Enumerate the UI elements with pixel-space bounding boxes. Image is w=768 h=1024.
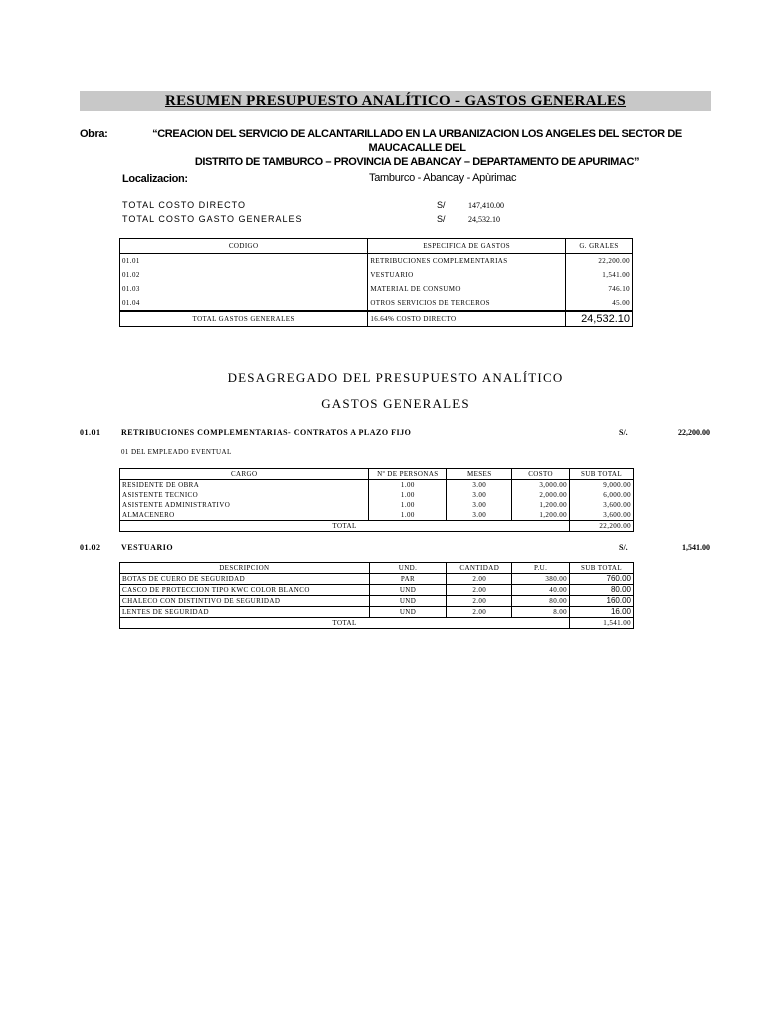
desagregado-title: DESAGREGADO DEL PRESUPUESTO ANALÍTICO (227, 370, 564, 385)
descripcion-cell: LENTES DE SEGURIDAD (120, 607, 370, 618)
cantidad-cell: 2.00 (447, 574, 512, 585)
subtotal-cell: 3,600.00 (603, 501, 631, 509)
cantidad-cell: 2.00 (447, 596, 512, 607)
section1-header-personas: Nº DE PERSONAS (369, 469, 447, 480)
summary-table (119, 238, 633, 327)
summary-header-row (120, 239, 633, 254)
summary-spec: OTROS SERVICIOS DE TERCEROS (368, 296, 566, 311)
section2-header-row (120, 563, 634, 574)
section1-header-meses: MESES (447, 469, 512, 480)
subtotal-cell: 760.00 (606, 574, 631, 583)
table-row (120, 510, 634, 521)
meses-cell: 3.00 (447, 510, 512, 521)
subtotal-cell: 160.00 (606, 596, 631, 605)
personas-cell: 1.00 (369, 490, 447, 500)
descripcion-cell: BOTAS DE CUERO DE SEGURIDAD (120, 574, 370, 585)
total-gg-label: TOTAL COSTO GASTO GENERALES (122, 214, 303, 224)
subtotal-cell: 80.00 (610, 585, 631, 594)
section2-name: VESTUARIO (121, 543, 174, 552)
section1-total-row (120, 521, 634, 532)
summary-row (120, 296, 633, 311)
section1-currency: S/. (619, 428, 628, 437)
total-gg-currency: S/ (437, 214, 446, 224)
total-directo-label: TOTAL COSTO DIRECTO (122, 200, 247, 210)
summary-total-label: TOTAL GASTOS GENERALES (120, 311, 368, 327)
summary-value: 1,541.00 (602, 271, 630, 279)
subtotal-cell: 9,000.00 (603, 481, 631, 489)
obra-description (122, 127, 712, 169)
und-cell: UND (369, 596, 447, 607)
summary-row (120, 254, 633, 269)
section1-total-value: 22,200.00 (599, 522, 631, 530)
section1-amount: 22,200.00 (678, 428, 710, 437)
summary-spec: MATERIAL DE CONSUMO (368, 282, 566, 296)
total-directo-value: 147,410.00 (468, 201, 504, 210)
summary-spec: VESTUARIO (368, 268, 566, 282)
summary-code: 01.01 (120, 254, 368, 269)
obra-line-2: DISTRITO DE TAMBURCO – PROVINCIA DE ABANCAY – DEPARTAMENTO DE APURIMAC” (194, 156, 640, 168)
summary-total-pct: 16.64% COSTO DIRECTO (368, 311, 566, 327)
localizacion-label: Localizacion: (122, 173, 188, 185)
localizacion-value: Tamburco - Abancay - Apùrimac (369, 172, 517, 184)
table-row (120, 596, 634, 607)
summary-value: 22,200.00 (598, 257, 630, 265)
costo-cell: 1,200.00 (512, 500, 570, 510)
costo-cell: 2,000.00 (512, 490, 570, 500)
pu-cell: 40.00 (512, 585, 570, 596)
table-row (120, 574, 634, 585)
section2-amount: 1,541.00 (682, 543, 710, 552)
table-row (120, 490, 634, 500)
obra-label: Obra: (80, 128, 108, 140)
section1-code: 01.01 (80, 428, 101, 437)
costo-cell: 3,000.00 (512, 480, 570, 491)
personas-cell: 1.00 (369, 480, 447, 491)
cargo-cell: ASISTENTE ADMINISTRATIVO (120, 500, 369, 510)
obra-line-1: “CREACION DEL SERVICIO DE ALCANTARILLADO EN LA URBANIZACION LOS ANGELES DEL SECTOR DE MAUCACALLE DEL (152, 128, 682, 154)
subtotal-cell: 3,600.00 (603, 511, 631, 519)
section2-total-row (120, 618, 634, 629)
summary-header-codigo: CODIGO (120, 239, 368, 254)
section2-header-cantidad: CANTIDAD (447, 563, 512, 574)
cargo-cell: RESIDENTE DE OBRA (120, 480, 369, 491)
personas-cell: 1.00 (369, 500, 447, 510)
summary-total-value: 24,532.10 (581, 313, 630, 325)
total-gg-value: 24,532.10 (468, 215, 500, 224)
section2-total-value: 1,541.00 (603, 619, 631, 627)
descripcion-cell: CASCO DE PROTECCION TIPO KWC COLOR BLANCO (120, 585, 370, 596)
summary-code: 01.02 (120, 268, 368, 282)
desagregado-subtitle: GASTOS GENERALES (321, 396, 470, 411)
table-row (120, 607, 634, 618)
cargo-cell: ASISTENTE TECNICO (120, 490, 369, 500)
summary-row (120, 282, 633, 296)
pu-cell: 8.00 (512, 607, 570, 618)
meses-cell: 3.00 (447, 500, 512, 510)
section1-header-row (120, 469, 634, 480)
summary-row (120, 268, 633, 282)
section1-header-cargo: CARGO (120, 469, 369, 480)
section2-currency: S/. (619, 543, 628, 552)
section2-header-und: UND. (369, 563, 447, 574)
cantidad-cell: 2.00 (447, 585, 512, 596)
page-title: RESUMEN PRESUPUESTO ANALÍTICO - GASTOS GENERALES (80, 91, 711, 111)
meses-cell: 3.00 (447, 480, 512, 491)
summary-header-ggrales: G. GRALES (566, 239, 633, 254)
section1-subtitle: 01 DEL EMPLEADO EVENTUAL (121, 448, 232, 456)
subtotal-cell: 16.00 (610, 607, 631, 616)
summary-code: 01.04 (120, 296, 368, 311)
summary-value: 746.10 (608, 285, 630, 293)
summary-spec: RETRIBUCIONES COMPLEMENTARIAS (368, 254, 566, 269)
section1-header-costo: COSTO (512, 469, 570, 480)
section1-header-subtotal: SUB TOTAL (570, 469, 634, 480)
meses-cell: 3.00 (447, 490, 512, 500)
und-cell: UND (369, 607, 447, 618)
table-row (120, 480, 634, 491)
table-row (120, 500, 634, 510)
section2-code: 01.02 (80, 543, 101, 552)
section2-header-pu: P.U. (512, 563, 570, 574)
table-row (120, 585, 634, 596)
descripcion-cell: CHALECO CON DISTINTIVO DE SEGURIDAD (120, 596, 370, 607)
total-directo-currency: S/ (437, 200, 446, 210)
section2-header-descripcion: DESCRIPCION (120, 563, 370, 574)
summary-code: 01.03 (120, 282, 368, 296)
cargo-cell: ALMACENERO (120, 510, 369, 521)
summary-value: 45.00 (612, 299, 630, 307)
section1-name: RETRIBUCIONES COMPLEMENTARIAS- CONTRATOS A PLAZO FIJO (121, 428, 412, 437)
und-cell: PAR (369, 574, 447, 585)
summary-header-especifica: ESPECIFICA DE GASTOS (368, 239, 566, 254)
section2-table (119, 562, 634, 629)
section2-total-label: TOTAL (120, 618, 570, 629)
section1-table (119, 468, 634, 532)
personas-cell: 1.00 (369, 510, 447, 521)
section2-header-subtotal: SUB TOTAL (570, 563, 634, 574)
section1-total-label: TOTAL (120, 521, 570, 532)
und-cell: UND (369, 585, 447, 596)
summary-total-row (120, 311, 633, 327)
subtotal-cell: 6,000.00 (603, 491, 631, 499)
pu-cell: 380.00 (512, 574, 570, 585)
cantidad-cell: 2.00 (447, 607, 512, 618)
pu-cell: 80.00 (512, 596, 570, 607)
costo-cell: 1,200.00 (512, 510, 570, 521)
